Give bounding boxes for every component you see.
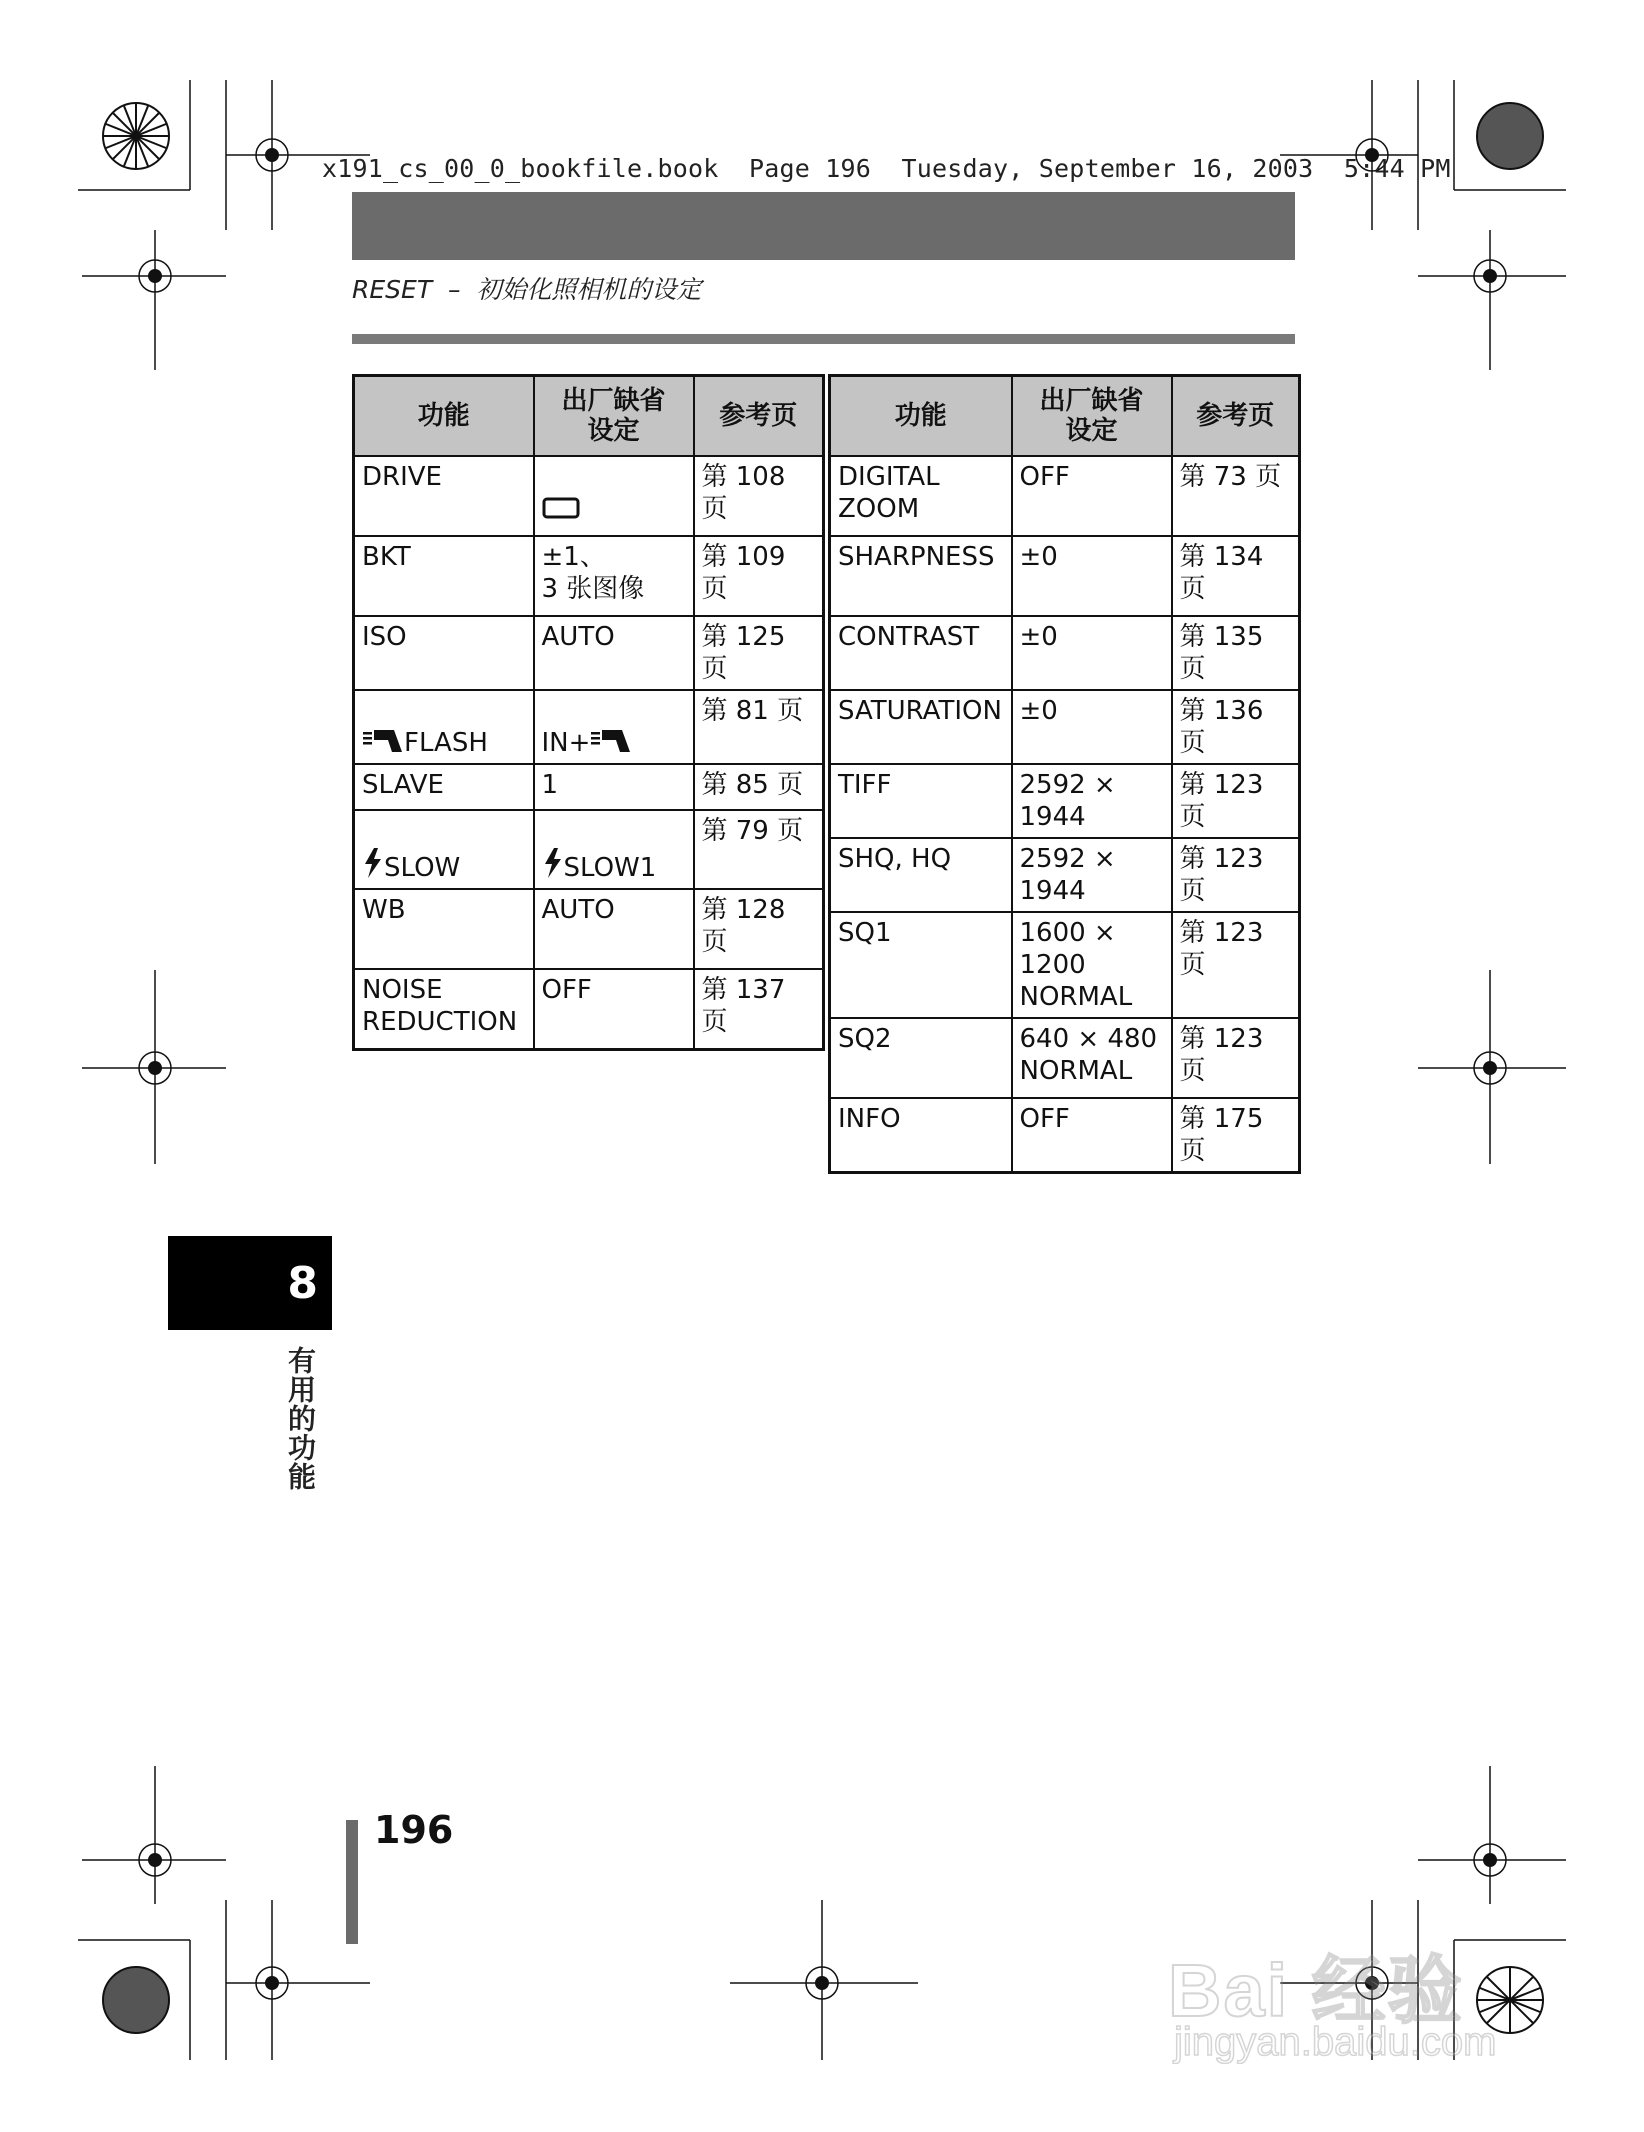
default-cell: [534, 690, 694, 764]
col-header-ref: 参考页: [694, 376, 824, 457]
function-cell: SQ1: [830, 912, 1012, 1018]
function-cell: SLAVE: [354, 764, 534, 810]
page-number: 196: [374, 1808, 454, 1852]
table-row: [830, 1018, 1300, 1098]
default-cell: 2592 × 1944: [1012, 764, 1172, 838]
default-label: IN+: [541, 728, 591, 758]
table-row: [354, 536, 824, 616]
ref-cell: 第 123 页: [1172, 838, 1300, 912]
table-row: [354, 810, 824, 889]
default-cell: OFF: [1012, 456, 1172, 536]
ref-cell: 第 123 页: [1172, 764, 1300, 838]
function-cell: ISO: [354, 616, 534, 690]
function-cell: SHQ, HQ: [830, 838, 1012, 912]
col-header-ref: 参考页: [1172, 376, 1300, 457]
default-cell: 640 × 480 NORMAL: [1012, 1018, 1172, 1098]
ref-cell: 第 73 页: [1172, 456, 1300, 536]
col-header-default: 出厂缺省 设定: [534, 376, 694, 457]
table-row: [354, 889, 824, 969]
col-header-function: 功能: [354, 376, 534, 457]
default-cell: [534, 456, 694, 536]
table-row: [354, 616, 824, 690]
lightning-bolt-icon: [542, 847, 564, 879]
col-header-function: 功能: [830, 376, 1012, 457]
watermark-sub: jingyan.baidu.com: [1174, 2020, 1497, 2064]
function-cell: SHARPNESS: [830, 536, 1012, 616]
table-row: [830, 764, 1300, 838]
defaults-table-right: [828, 374, 1301, 1174]
page-number-bar: [346, 1820, 358, 1944]
table-row: [354, 969, 824, 1050]
ref-cell: 第 135 页: [1172, 616, 1300, 690]
lightning-bolt-icon: [362, 847, 384, 879]
function-cell: [354, 810, 534, 889]
section-subtitle: RESET – 初始化照相机的设定: [352, 275, 702, 304]
default-cell: [534, 810, 694, 889]
table-row: [830, 1098, 1300, 1173]
function-label: FLASH: [404, 728, 488, 758]
ref-cell: 第 123 页: [1172, 1018, 1300, 1098]
table-row: [830, 456, 1300, 536]
header-band: [352, 192, 1295, 260]
ref-cell: 第 85 页: [694, 764, 824, 810]
ref-cell: 第 128 页: [694, 889, 824, 969]
col-header-default: 出厂缺省 设定: [1012, 376, 1172, 457]
function-cell: [354, 690, 534, 764]
table-row: [830, 690, 1300, 764]
default-cell: ±0: [1012, 616, 1172, 690]
default-cell: AUTO: [534, 889, 694, 969]
flash-intensity-icon: [362, 728, 404, 754]
header-rule: [352, 334, 1295, 344]
ref-cell: 第 137 页: [694, 969, 824, 1050]
ref-cell: 第 136 页: [1172, 690, 1300, 764]
ref-cell: 第 175 页: [1172, 1098, 1300, 1173]
default-cell: ±0: [1012, 690, 1172, 764]
function-cell: INFO: [830, 1098, 1012, 1173]
function-cell: DIGITAL ZOOM: [830, 456, 1012, 536]
defaults-table-left: [352, 374, 825, 1051]
function-cell: BKT: [354, 536, 534, 616]
watermark-main: Bai 经验: [1168, 1949, 1464, 2032]
flash-intensity-icon: [590, 728, 632, 754]
chapter-number: 8: [287, 1257, 318, 1309]
ref-cell: 第 125 页: [694, 616, 824, 690]
default-cell: OFF: [1012, 1098, 1172, 1173]
function-cell: WB: [354, 889, 534, 969]
ref-cell: 第 123 页: [1172, 912, 1300, 1018]
default-label: SLOW1: [563, 853, 657, 883]
chapter-label: 有用的功能: [284, 1346, 317, 1491]
ref-cell: 第 79 页: [694, 810, 824, 889]
baidu-watermark: [1168, 1912, 1568, 2072]
table-row: [830, 616, 1300, 690]
single-frame-rectangle-icon: [542, 496, 582, 520]
table-row: [354, 456, 824, 536]
book-header-line: x191_cs_00_0_bookfile.book Page 196 Tuesday, September 16, 2003 5:44 PM: [322, 154, 1451, 183]
table-row: [830, 536, 1300, 616]
function-cell: DRIVE: [354, 456, 534, 536]
function-cell: CONTRAST: [830, 616, 1012, 690]
ref-cell: 第 108 页: [694, 456, 824, 536]
default-cell: AUTO: [534, 616, 694, 690]
ref-cell: 第 134 页: [1172, 536, 1300, 616]
ref-cell: 第 109 页: [694, 536, 824, 616]
function-cell: TIFF: [830, 764, 1012, 838]
default-cell: 2592 × 1944: [1012, 838, 1172, 912]
table-row: [354, 764, 824, 810]
default-cell: 1600 × 1200 NORMAL: [1012, 912, 1172, 1018]
ref-cell: 第 81 页: [694, 690, 824, 764]
default-cell: OFF: [534, 969, 694, 1050]
table-row: [830, 912, 1300, 1018]
function-label: SLOW: [384, 853, 461, 883]
function-cell: NOISE REDUCTION: [354, 969, 534, 1050]
function-cell: SATURATION: [830, 690, 1012, 764]
default-cell: 1: [534, 764, 694, 810]
default-cell: ±1、 3 张图像: [534, 536, 694, 616]
table-row: [830, 838, 1300, 912]
default-cell: ±0: [1012, 536, 1172, 616]
function-cell: SQ2: [830, 1018, 1012, 1098]
table-row: [354, 690, 824, 764]
chapter-tab: [168, 1236, 332, 1330]
